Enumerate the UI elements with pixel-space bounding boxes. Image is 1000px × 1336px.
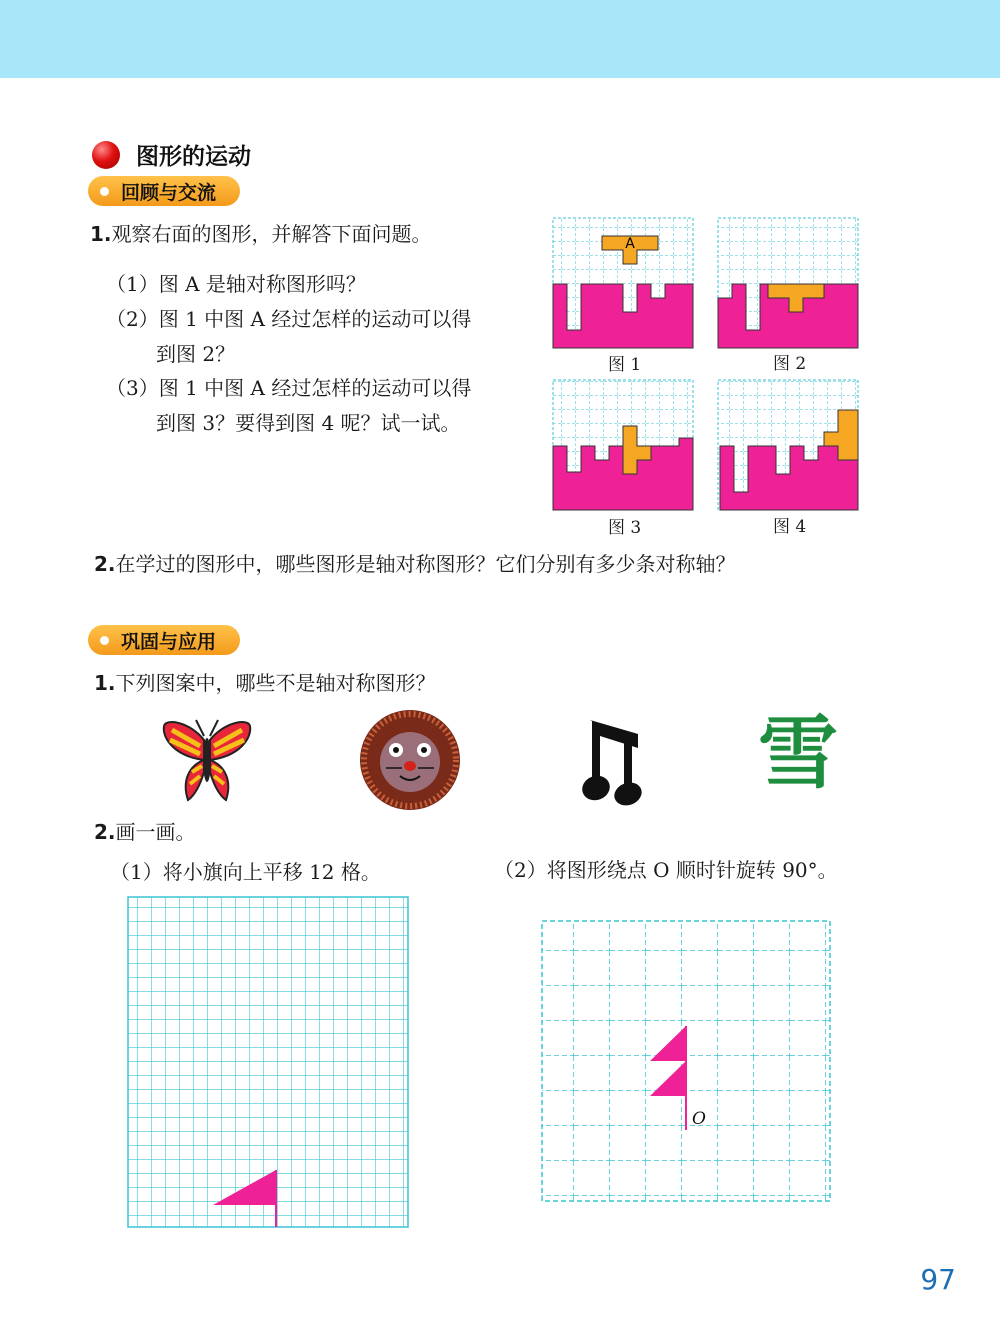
lion-icon (356, 710, 464, 810)
figure-2-label: 图 2 (773, 354, 807, 374)
practice-tag (88, 625, 240, 655)
tag-dot-icon (100, 636, 109, 645)
figure-4-label: 图 4 (773, 517, 807, 537)
question-number: 2. (94, 820, 116, 844)
review-tag-label: 回顾与交流 (121, 181, 217, 204)
figure-panels (548, 214, 868, 534)
translation-grid (124, 894, 414, 1234)
section-title-text: 图形的运动 (136, 144, 251, 170)
figure-1 (553, 218, 693, 348)
sub-question-3-cont: 到图 3？要得到图 4 呢？试一试。 (156, 411, 461, 435)
red-bullet-icon (92, 141, 120, 169)
figure-1-label: 图 1 (608, 355, 642, 375)
sub-question-3: （3）图 1 中图 A 经过怎样的运动可以得 (106, 376, 472, 400)
sub-question-1: （1）图 A 是轴对称图形吗？ (106, 272, 366, 296)
question-number: 1. (94, 671, 116, 695)
question-text: 下列图案中，哪些不是轴对称图形？ (115, 671, 436, 695)
practice-question-1 (94, 667, 436, 696)
shape-a-label: A (625, 236, 635, 252)
figure-3-label: 图 3 (608, 518, 642, 538)
review-question-1 (90, 218, 432, 247)
section-title (92, 138, 251, 171)
point-o-label: O (692, 1109, 706, 1129)
butterfly-icon (160, 716, 254, 806)
practice-part-1: （1）将小旗向上平移 12 格。 (110, 860, 381, 884)
practice-part-2: （2）将图形绕点 O 顺时针旋转 90°。 (494, 858, 838, 882)
question-text: 在学过的图形中，哪些图形是轴对称图形？它们分别有多少条对称轴？ (115, 552, 736, 576)
question-text: 观察右面的图形，并解答下面问题。 (111, 222, 432, 246)
figure-3 (553, 380, 693, 510)
question-text: 画一画。 (115, 820, 196, 844)
figure-4 (718, 380, 858, 510)
tag-dot-icon (100, 187, 109, 196)
music-note-icon (580, 714, 646, 806)
page-number: 97 (920, 1263, 956, 1296)
practice-question-2 (94, 816, 196, 845)
sub-question-2: （2）图 1 中图 A 经过怎样的运动可以得 (106, 307, 472, 331)
question-number: 1. (90, 222, 112, 246)
question-number: 2. (94, 552, 116, 576)
top-banner (0, 0, 1000, 78)
review-question-2 (94, 548, 736, 577)
snow-character: 雪 (758, 707, 838, 800)
figure-2 (718, 218, 858, 348)
rotation-grid (538, 916, 838, 1206)
practice-tag-label: 巩固与应用 (121, 630, 217, 653)
sub-question-2-cont: 到图 2？ (156, 342, 236, 366)
review-tag (88, 176, 240, 206)
